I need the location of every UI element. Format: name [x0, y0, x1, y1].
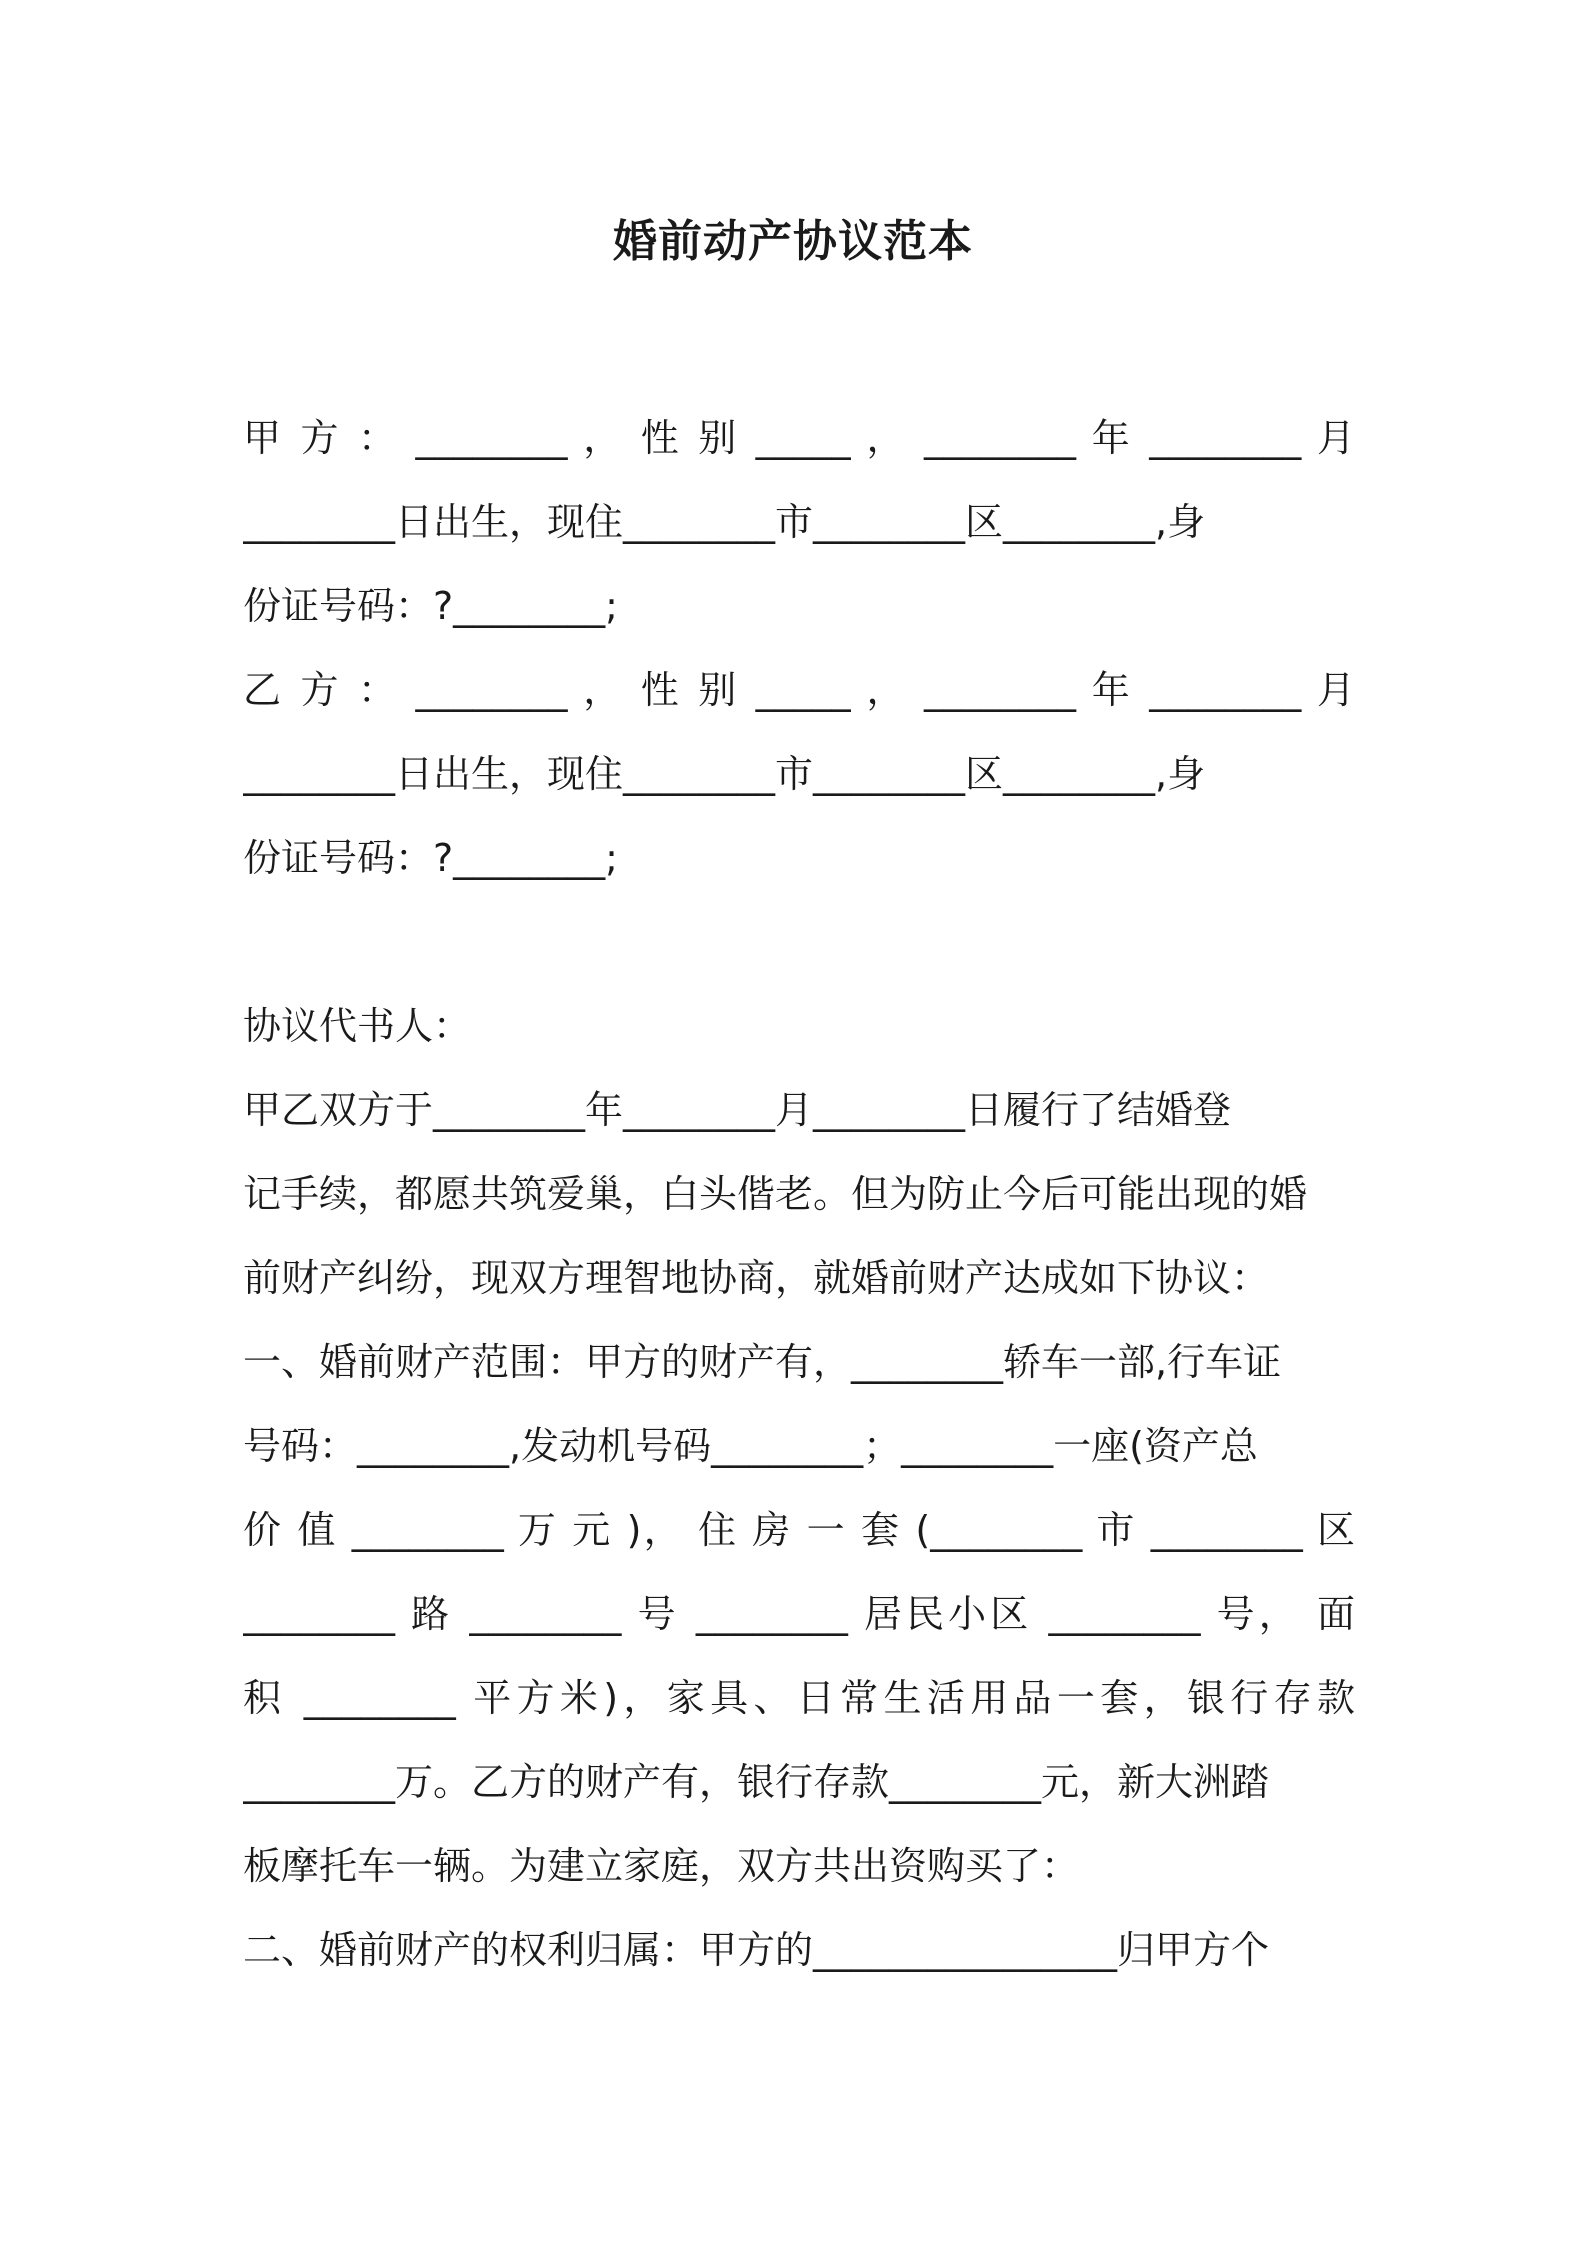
- party-a-id-line: 份证号码：?________;: [243, 584, 618, 628]
- party-a-line-1: 甲 方 ： ________ ， 性 别 _____ ， ________ 年 ________ 月: [243, 416, 1355, 460]
- scribe-line: 协议代书人：: [243, 1004, 472, 1048]
- party-b-line-1: 乙 方 ： ________ ， 性 别 _____ ， ________ 年 ________ 月: [243, 668, 1355, 712]
- preamble-line-1: 甲乙双方于________年________月________日履行了结婚登: [243, 1088, 1232, 1132]
- party-a-line-2: ________日出生，现住________市________区________,身: [243, 500, 1206, 544]
- party-b-id-line: 份证号码：?________;: [243, 836, 618, 880]
- clause-1-line-2: 号码：________,发动机号码________；________一座(资产总: [243, 1424, 1258, 1468]
- clause-2-line-1: 二、婚前财产的权利归属：甲方的________________归甲方个: [243, 1928, 1270, 1972]
- document-title: 婚前动产协议范本: [613, 216, 973, 267]
- clause-1-line-4: ________ 路 ________ 号 ________ 居民小区 ________ 号， 面: [243, 1592, 1355, 1636]
- preamble-line-2: 记手续，都愿共筑爱巢，白头偕老。但为防止今后可能出现的婚: [243, 1172, 1308, 1216]
- party-b-line-2: ________日出生，现住________市________区________,身: [243, 752, 1206, 796]
- clause-1-line-1: 一、婚前财产范围：甲方的财产有，________轿车一部,行车证: [243, 1340, 1282, 1384]
- clause-1-line-7: 板摩托车一辆。为建立家庭，双方共出资购买了：: [243, 1844, 1080, 1888]
- preamble-line-3: 前财产纠纷，现双方理智地协商，就婚前财产达成如下协议：: [243, 1256, 1270, 1300]
- clause-1-line-6: ________万。乙方的财产有，银行存款________元，新大洲踏: [243, 1760, 1270, 1804]
- clause-1-line-5: 积 ________ 平方米)，家具、日常生活用品一套，银行存款: [243, 1676, 1355, 1720]
- clause-1-line-3: 价 值 ________ 万 元 )， 住 房 一 套 (________ 市 ________ 区: [243, 1508, 1355, 1552]
